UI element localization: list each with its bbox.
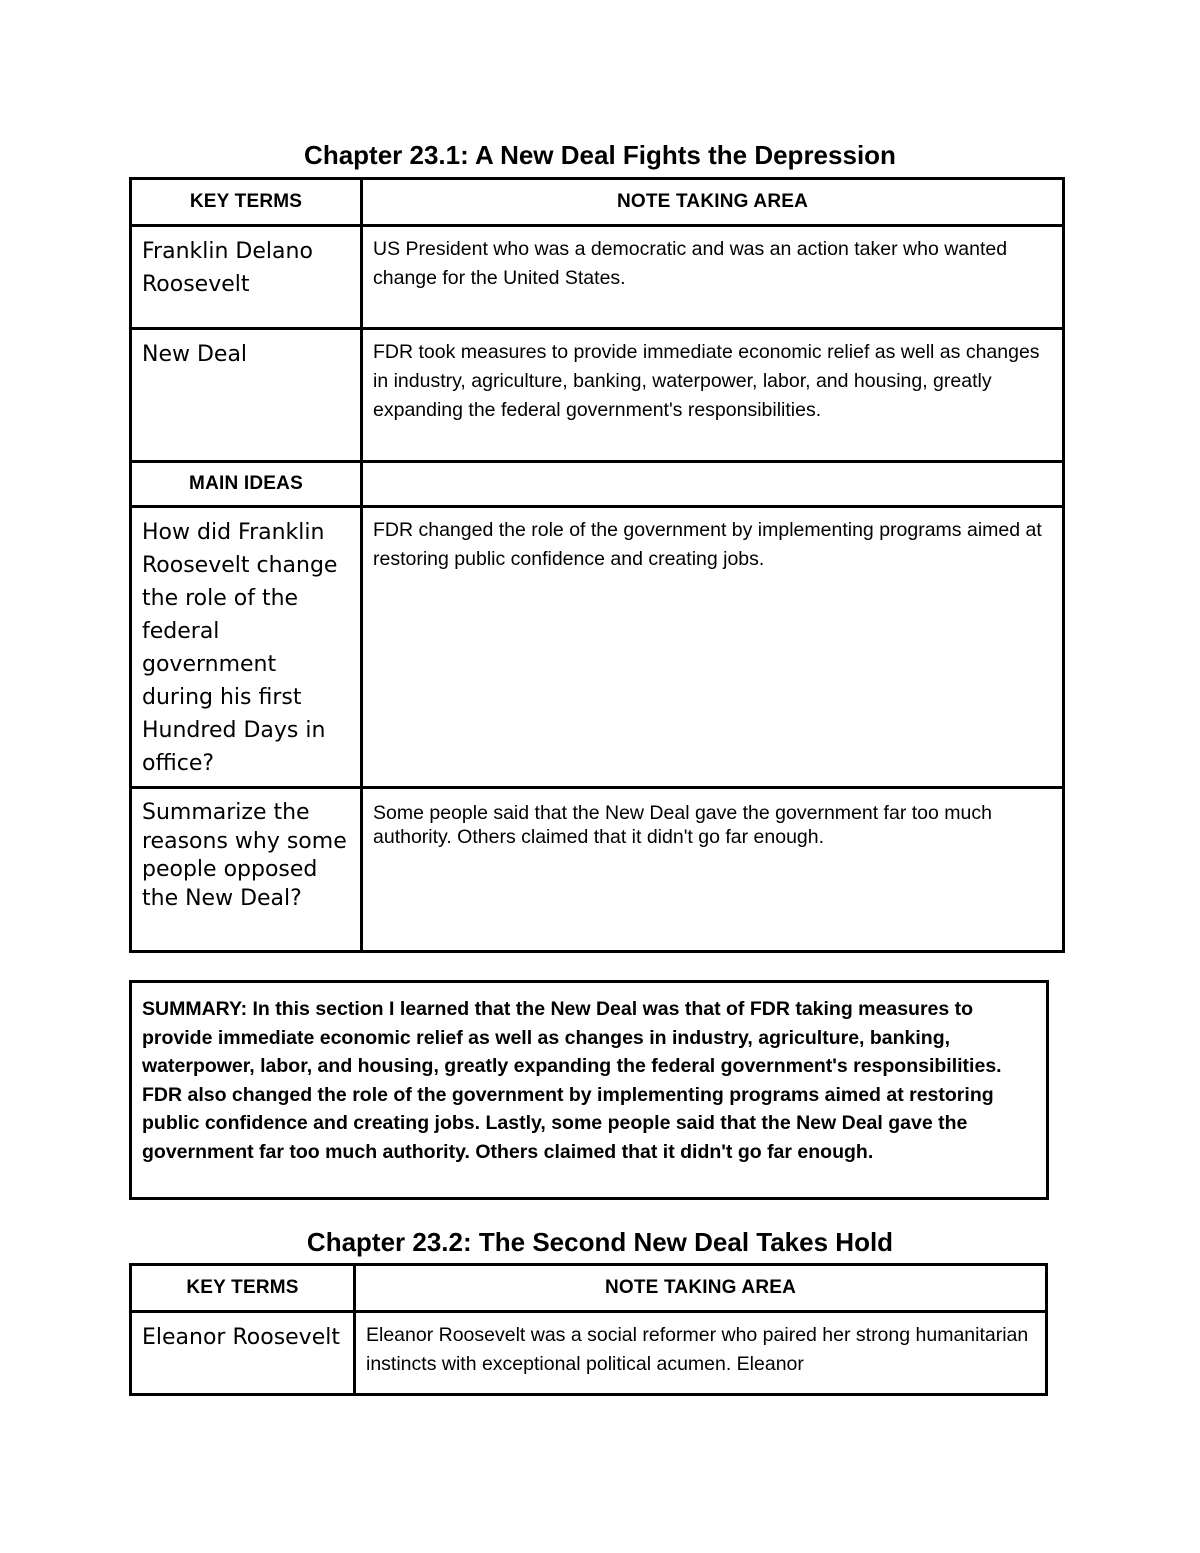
main-idea-answer-cell: FDR changed the role of the government by implementing programs aimed at restoring public confidence and creating jobs. [362, 507, 1064, 788]
note-cell: Eleanor Roosevelt was a social reformer who paired her strong humanitarian instincts with exceptional political acumen. Eleanor [355, 1312, 1047, 1395]
table-row [131, 788, 1064, 952]
summary-box: SUMMARY: In this section I learned that the New Deal was that of FDR taking measures to provide immediate economic relief as well as changes in industry, agriculture, banking, waterpower, labor, and housing, greatly expanding the federal government's responsibilities. FDR also changed the role of the government by implementing programs aimed at restoring public confidence and creating jobs. Lastly, some people said that the New Deal gave the government far too much authority. Others claimed that it didn't go far enough. [129, 980, 1049, 1200]
chapter-23-1-notes-table [129, 177, 1065, 953]
key-term-cell: Franklin Delano Roosevelt [131, 226, 362, 329]
chapter-23-2-notes-table [129, 1263, 1048, 1396]
main-idea-question-cell: Summarize the reasons why some people opposed the New Deal? [131, 788, 362, 952]
main-ideas-header: MAIN IDEAS [131, 462, 362, 507]
note-cell: US President who was a democratic and was an action taker who wanted change for the United States. [362, 226, 1064, 329]
table-row [131, 329, 1064, 462]
key-terms-header: KEY TERMS [131, 1265, 355, 1312]
chapter-23-1-title: Chapter 23.1: A New Deal Fights the Depression [304, 140, 896, 170]
note-cell: FDR took measures to provide immediate economic relief as well as changes in industry, agriculture, banking, waterpower, labor, and housing, greatly expanding the federal government's responsibilities. [362, 329, 1064, 462]
table-header-row [131, 1265, 1047, 1312]
table-row [131, 1312, 1047, 1395]
key-term-cell: New Deal [131, 329, 362, 462]
main-idea-question-cell: How did Franklin Roosevelt change the role of the federal government during his first Hundred Days in office? [131, 507, 362, 788]
main-ideas-header-row [131, 462, 1064, 507]
chapter-23-2-title: Chapter 23.2: The Second New Deal Takes Hold [306, 1227, 894, 1257]
key-terms-header: KEY TERMS [131, 179, 362, 226]
note-taking-area-header: NOTE TAKING AREA [362, 179, 1064, 226]
table-header-row [131, 179, 1064, 226]
table-row [131, 507, 1064, 788]
table-row [131, 226, 1064, 329]
main-idea-answer-cell: Some people said that the New Deal gave the government far too much authority. Others claimed that it didn't go far enough. [362, 788, 1064, 952]
key-term-cell: Eleanor Roosevelt [131, 1312, 355, 1395]
empty-header-cell [362, 462, 1064, 507]
note-taking-area-header: NOTE TAKING AREA [355, 1265, 1047, 1312]
